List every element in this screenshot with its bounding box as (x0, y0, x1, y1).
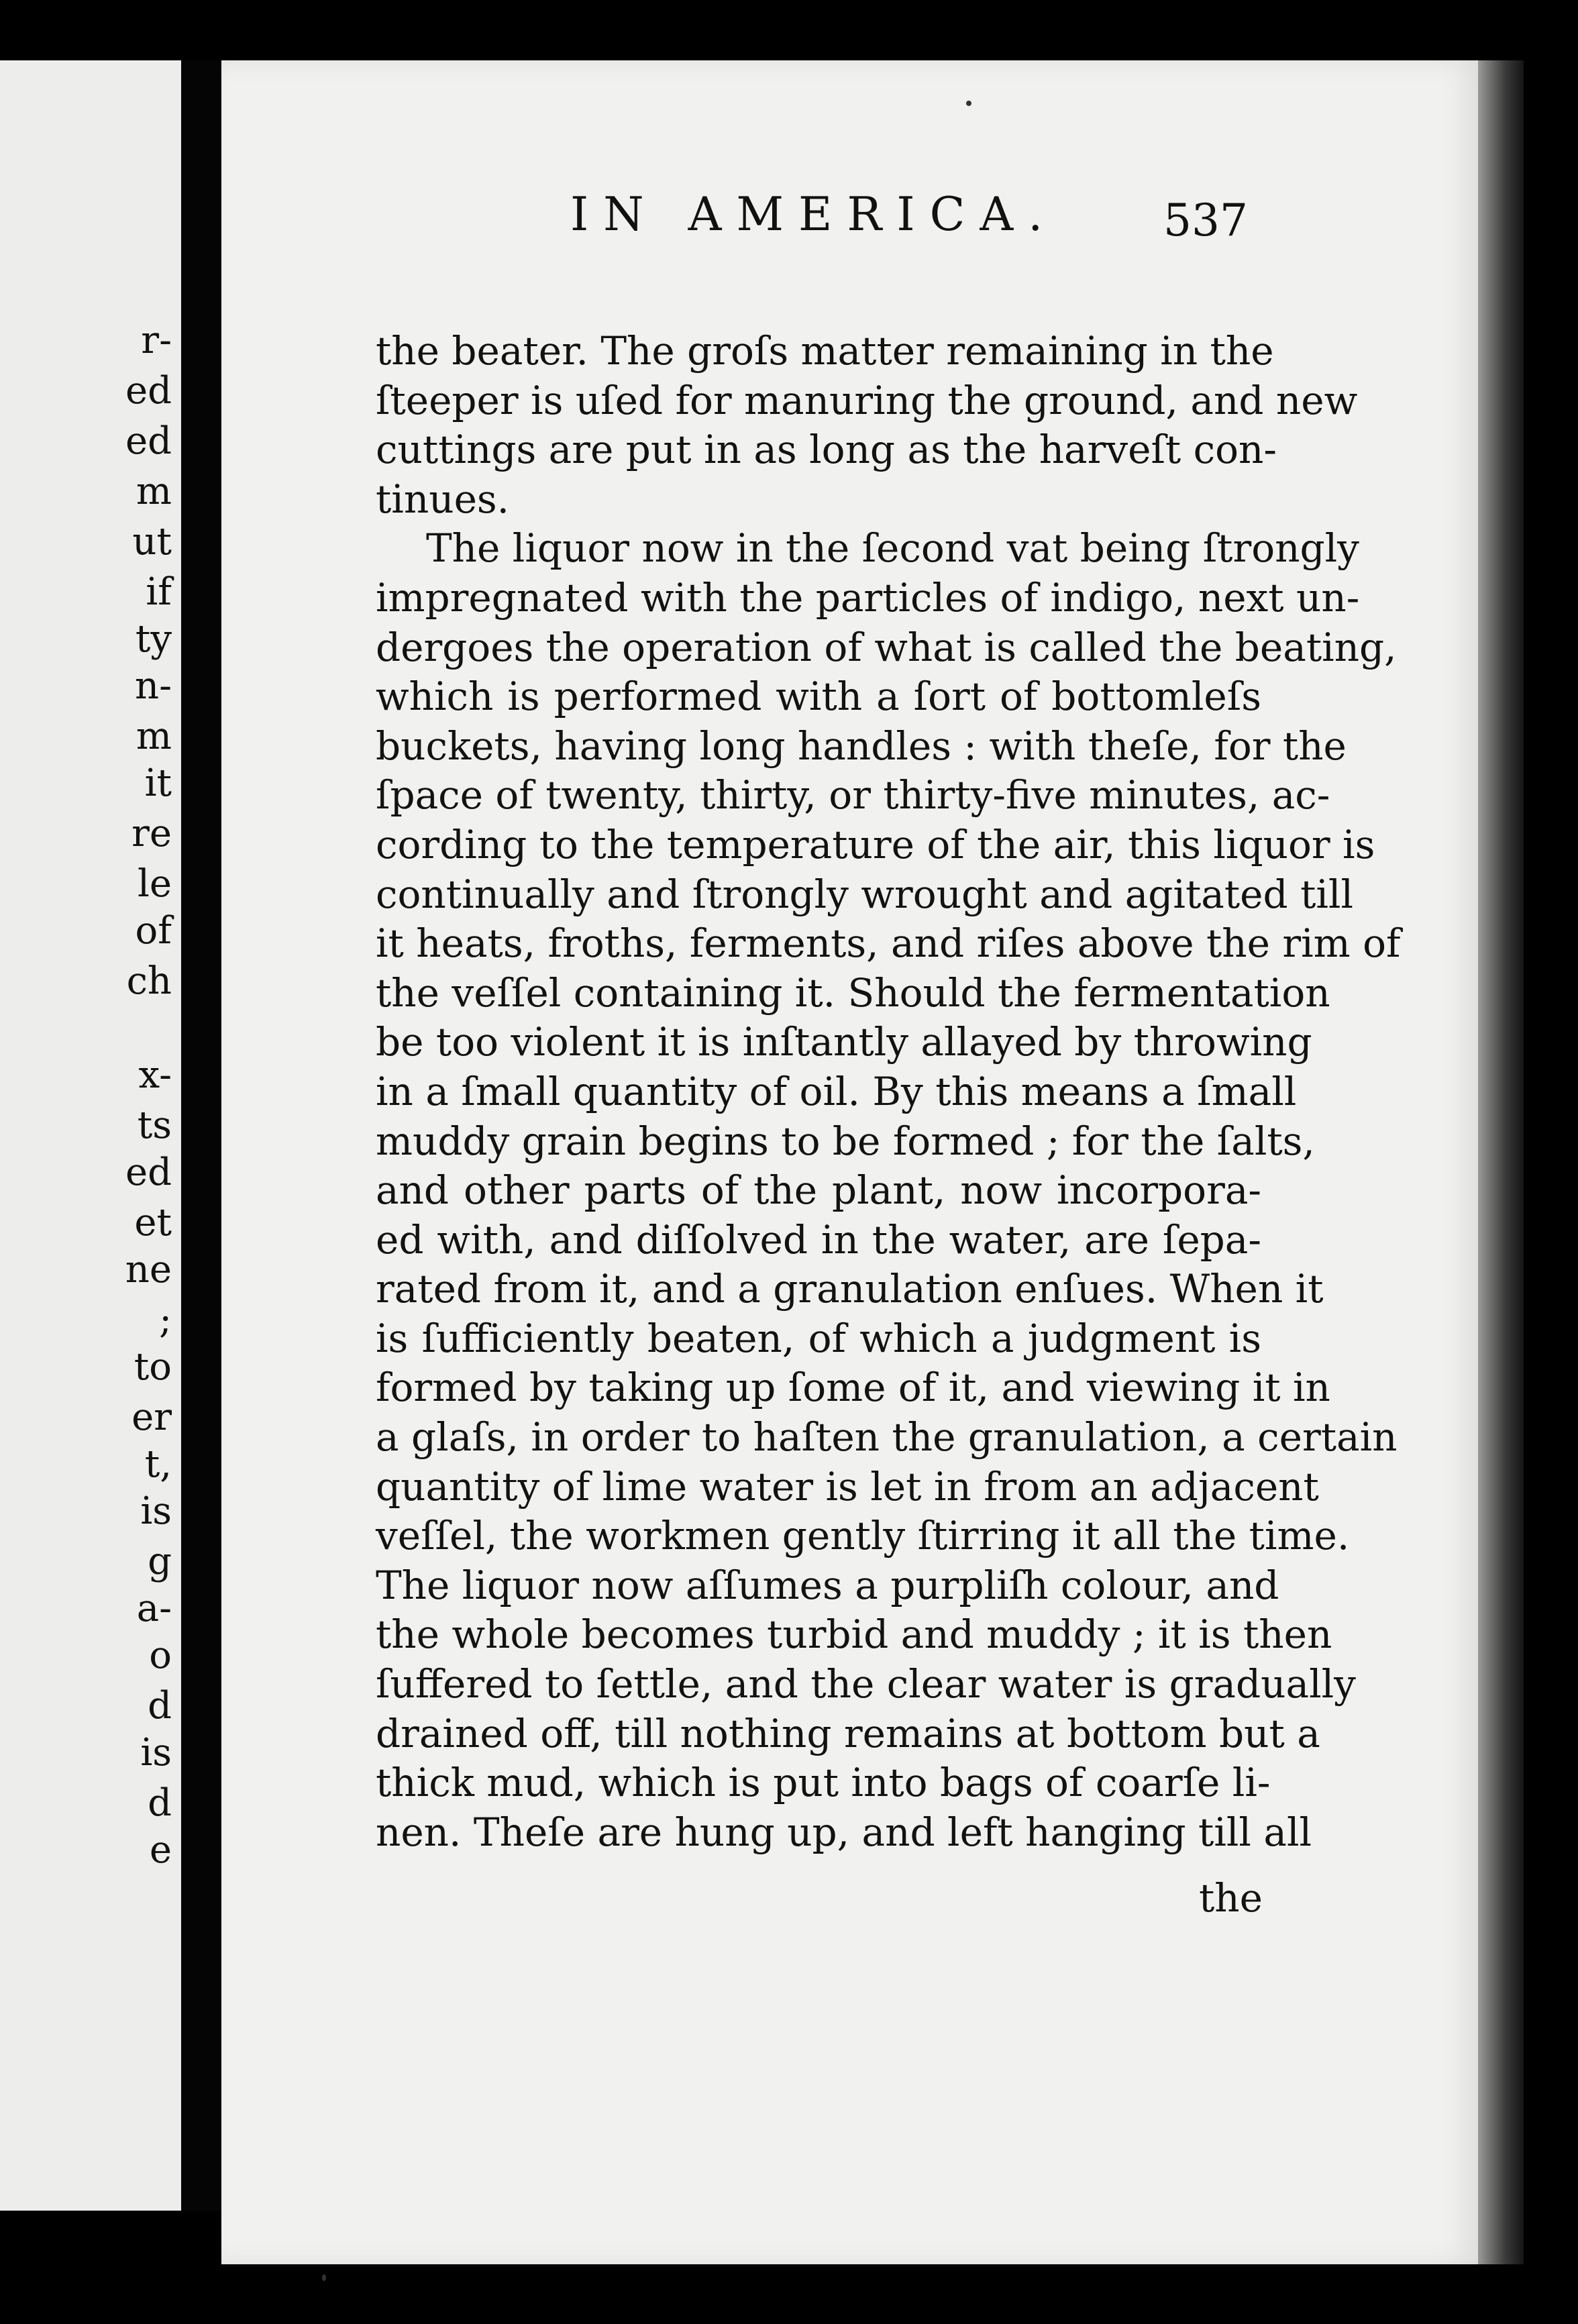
facing-page-fragment: g (148, 1540, 172, 1583)
facing-page-fragment: ch (126, 959, 172, 1003)
facing-page-fragment: x- (138, 1053, 172, 1097)
facing-page-fragment: t, (144, 1442, 172, 1486)
text-line: ſuffered to ſettle, and the clear water is gradually (376, 1661, 1356, 1707)
text-line: cuttings are put in as long as the harveſt con- (376, 427, 1277, 473)
facing-page-fragment: is (140, 1489, 172, 1533)
facing-page-fragment: to (134, 1345, 172, 1389)
facing-page-fragment: ed (125, 369, 172, 413)
facing-page-fragment: e (149, 1828, 172, 1872)
facing-page-fragment: is (140, 1731, 172, 1775)
text-line: tinues. (376, 476, 510, 522)
facing-page-fragment: if (146, 570, 172, 614)
facing-page-fragment: d (148, 1781, 172, 1825)
facing-page-fragment: of (135, 909, 172, 953)
page-edge (1478, 60, 1524, 2264)
facing-page-fragment: ty (135, 617, 172, 661)
facing-page-fragment: m (136, 715, 172, 758)
text-line: impregnated with the particles of indigo, next un- (376, 574, 1360, 621)
text-line: drained off, till nothing remains at bottom but a (376, 1710, 1320, 1756)
running-head (349, 181, 1248, 255)
facing-page-fragment: r- (141, 319, 172, 362)
text-line: ed with, and diſſolved in the water, are ſepa- (376, 1216, 1261, 1263)
catchword: the (1199, 1875, 1263, 1921)
text-line: muddy grain begins to be formed ; for the ſalts, (376, 1118, 1315, 1164)
text-line: a glaſs, in order to haſten the granulation, a certain (376, 1414, 1398, 1461)
text-line: the whole becomes turbid and muddy ; it is then (376, 1612, 1332, 1658)
facing-page-fragment: er (132, 1395, 172, 1439)
facing-page-fragment: ut (132, 520, 172, 564)
text-line: and other parts of the plant, now incorpora- (376, 1167, 1261, 1214)
facing-page-fragment: et (134, 1201, 172, 1245)
facing-page-fragment: ne (125, 1248, 172, 1291)
gutter (181, 60, 221, 2211)
body-text (376, 327, 1401, 1857)
facing-page-fragment: ts (137, 1104, 172, 1147)
ink-speck (966, 101, 971, 106)
text-line: be too violent it is inſtantly allayed by throwing (376, 1019, 1312, 1065)
text-line: cording to the temperature of the air, this liquor is (376, 821, 1375, 867)
facing-page-fragment: it (144, 761, 172, 805)
facing-page-fragment: d (148, 1684, 172, 1728)
page-number: 537 (1163, 195, 1248, 246)
text-line: nen. Theſe are hung up, and left hanging till all (376, 1809, 1312, 1855)
text-line: the veſſel containing it. Should the fermentation (376, 969, 1330, 1016)
text-line: thick mud, which is put into bags of coarſe li- (376, 1760, 1271, 1806)
text-line: is ſufficiently beaten, of which a judgment is (376, 1315, 1261, 1361)
facing-page (0, 60, 181, 2211)
facing-page-fragment: o (149, 1634, 172, 1677)
facing-page-fragment: le (137, 862, 172, 906)
facing-page-fragment: a- (136, 1587, 172, 1630)
text-line: rated from it, and a granulation enſues. When it (376, 1266, 1324, 1312)
text-line: ſpace of twenty, thirty, or thirty-five minutes, ac- (376, 772, 1330, 818)
text-line: which is performed with a ſort of bottomleſs (376, 674, 1261, 720)
facing-page-fragment: ; (159, 1298, 172, 1342)
text-line: ſteeper is uſed for manuring the ground, and new (376, 377, 1358, 423)
running-title: IN AMERICA. (570, 188, 1058, 242)
facing-page-fragment: ed (125, 419, 172, 463)
text-line: formed by taking up ſome of it, and viewing it in (376, 1365, 1330, 1411)
text-line: quantity of lime water is let in from an adjacent (376, 1463, 1319, 1510)
text-line: dergoes the operation of what is called the beating, (376, 624, 1397, 670)
facing-page-fragment: re (132, 812, 172, 855)
text-line: in a ſmall quantity of oil. By this means a ſmall (376, 1068, 1297, 1114)
ink-speck (322, 2274, 326, 2281)
text-line: the beater. The groſs matter remaining in the (376, 328, 1274, 374)
text-line: buckets, having long handles : with theſe, for the (376, 723, 1347, 769)
facing-page-fragment: m (136, 470, 172, 513)
text-line: veſſel, the workmen gently ſtirring it all the time. (376, 1513, 1350, 1559)
text-line: continually and ſtrongly wrought and agitated till (376, 871, 1354, 917)
facing-page-fragment: ed (125, 1151, 172, 1194)
text-line: The liquor now aſſumes a purpliſh colour, and (376, 1562, 1279, 1608)
facing-page-fragment: n- (135, 664, 172, 708)
text-line: The liquor now in the ſecond vat being ſtrongly (426, 525, 1359, 572)
text-line: it heats, froths, ferments, and riſes above the rim of (376, 920, 1401, 967)
